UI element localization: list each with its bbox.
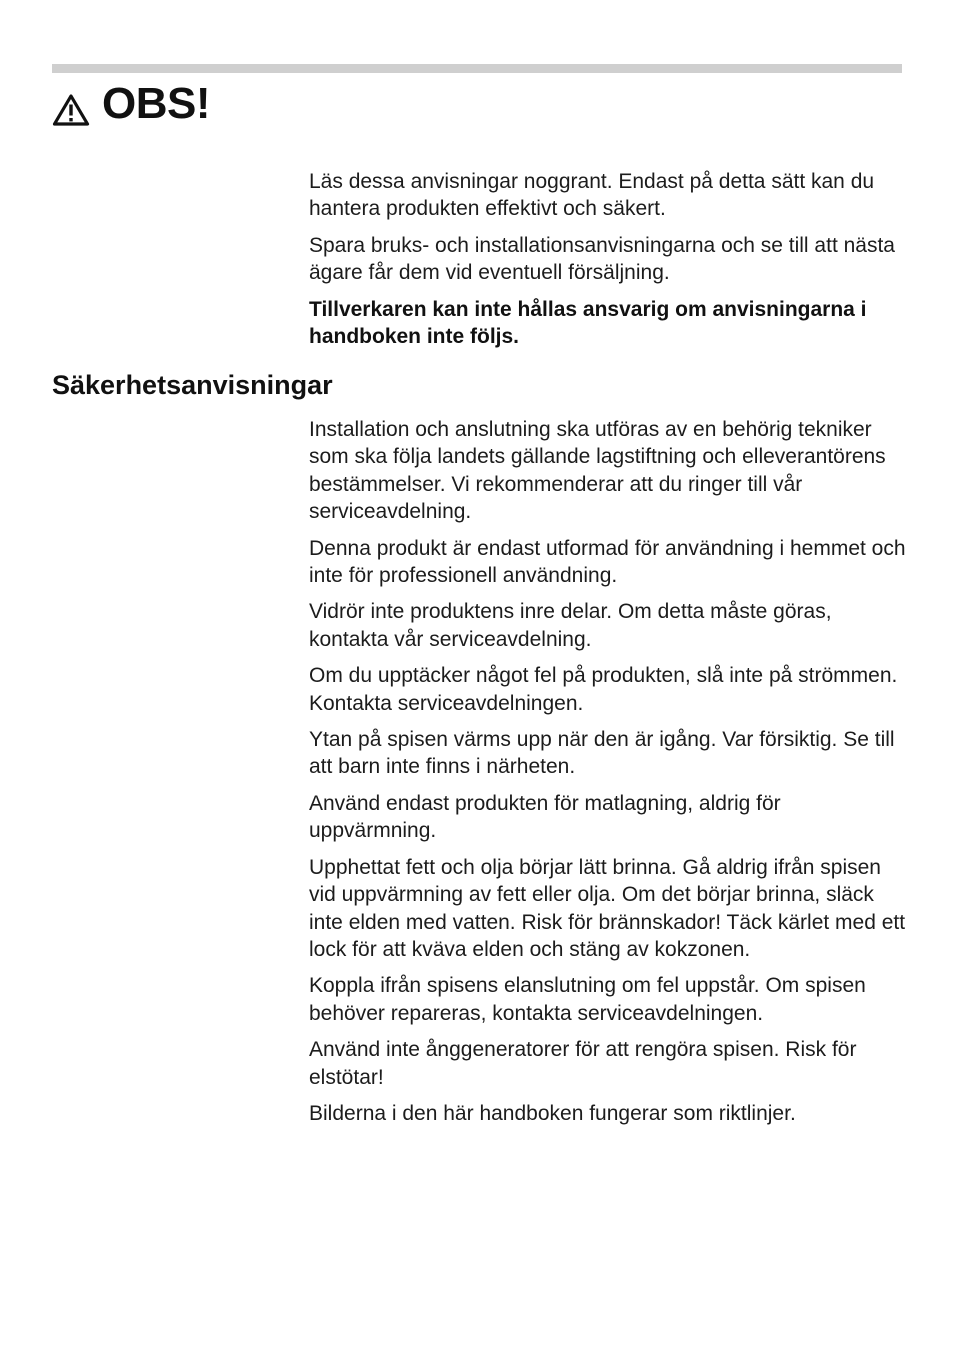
safety-paragraph: Koppla ifrån spisens elanslutning om fel uppstår. Om spisen behöver repareras, kontakta serviceavdelningen. bbox=[309, 974, 866, 1025]
intro-section bbox=[309, 168, 909, 359]
safety-paragraph: Bilderna i den här handboken fungerar som riktlinjer. bbox=[309, 1101, 796, 1125]
intro-paragraph: Spara bruks- och installationsanvisningarna och se till att nästa ägare får dem vid eventuell försäljning. bbox=[309, 233, 895, 285]
page-title-text: OBS! bbox=[102, 79, 210, 128]
section-title-safety: Säkerhetsanvisningar bbox=[52, 370, 333, 400]
safety-paragraph: Använd endast produkten för matlagning, aldrig för uppvärmning. bbox=[309, 791, 781, 843]
safety-paragraph: Upphettat fett och olja börjar lätt brinna. Gå aldrig ifrån spisen vid uppvärmning av fett eller olja. Om det börjar brinna, släck inte elden med vatten. Risk för brännskador! Täck kärlet med ett lock för att kväva elden och stäng av kokzonen. bbox=[309, 855, 906, 961]
safety-paragraph: Vidrör inte produktens inre delar. Om detta måste göras, kontakta vår serviceavdelning. bbox=[309, 600, 832, 651]
top-divider bbox=[52, 64, 902, 73]
page-title bbox=[52, 78, 210, 130]
safety-paragraph: Ytan på spisen värms upp när den är igång. Var försiktig. Se till att barn inte finns i närheten. bbox=[309, 728, 895, 779]
safety-paragraph: Om du upptäcker något fel på produkten, slå inte på strömmen. Kontakta serviceavdelningen. bbox=[309, 664, 898, 715]
warning-triangle-icon bbox=[52, 88, 90, 122]
safety-paragraph: Installation och anslutning ska utföras av en behörig tekniker som ska följa landets gällande lagstiftning och elleverantörens bestämmelser. Vi rekommenderar att du ringer till vår serviceavdelning. bbox=[309, 418, 886, 524]
safety-instructions bbox=[309, 416, 909, 1136]
liability-notice: Tillverkaren kan inte hållas ansvarig om anvisningarna i handboken inte följs. bbox=[309, 297, 867, 349]
safety-paragraph: Använd inte ånggeneratorer för att rengöra spisen. Risk för elstötar! bbox=[309, 1038, 857, 1089]
safety-paragraph: Denna produkt är endast utformad för användning i hemmet och inte för professionell användning. bbox=[309, 536, 906, 588]
intro-paragraph: Läs dessa anvisningar noggrant. Endast på detta sätt kan du hantera produkten effektivt och säkert. bbox=[309, 170, 875, 221]
